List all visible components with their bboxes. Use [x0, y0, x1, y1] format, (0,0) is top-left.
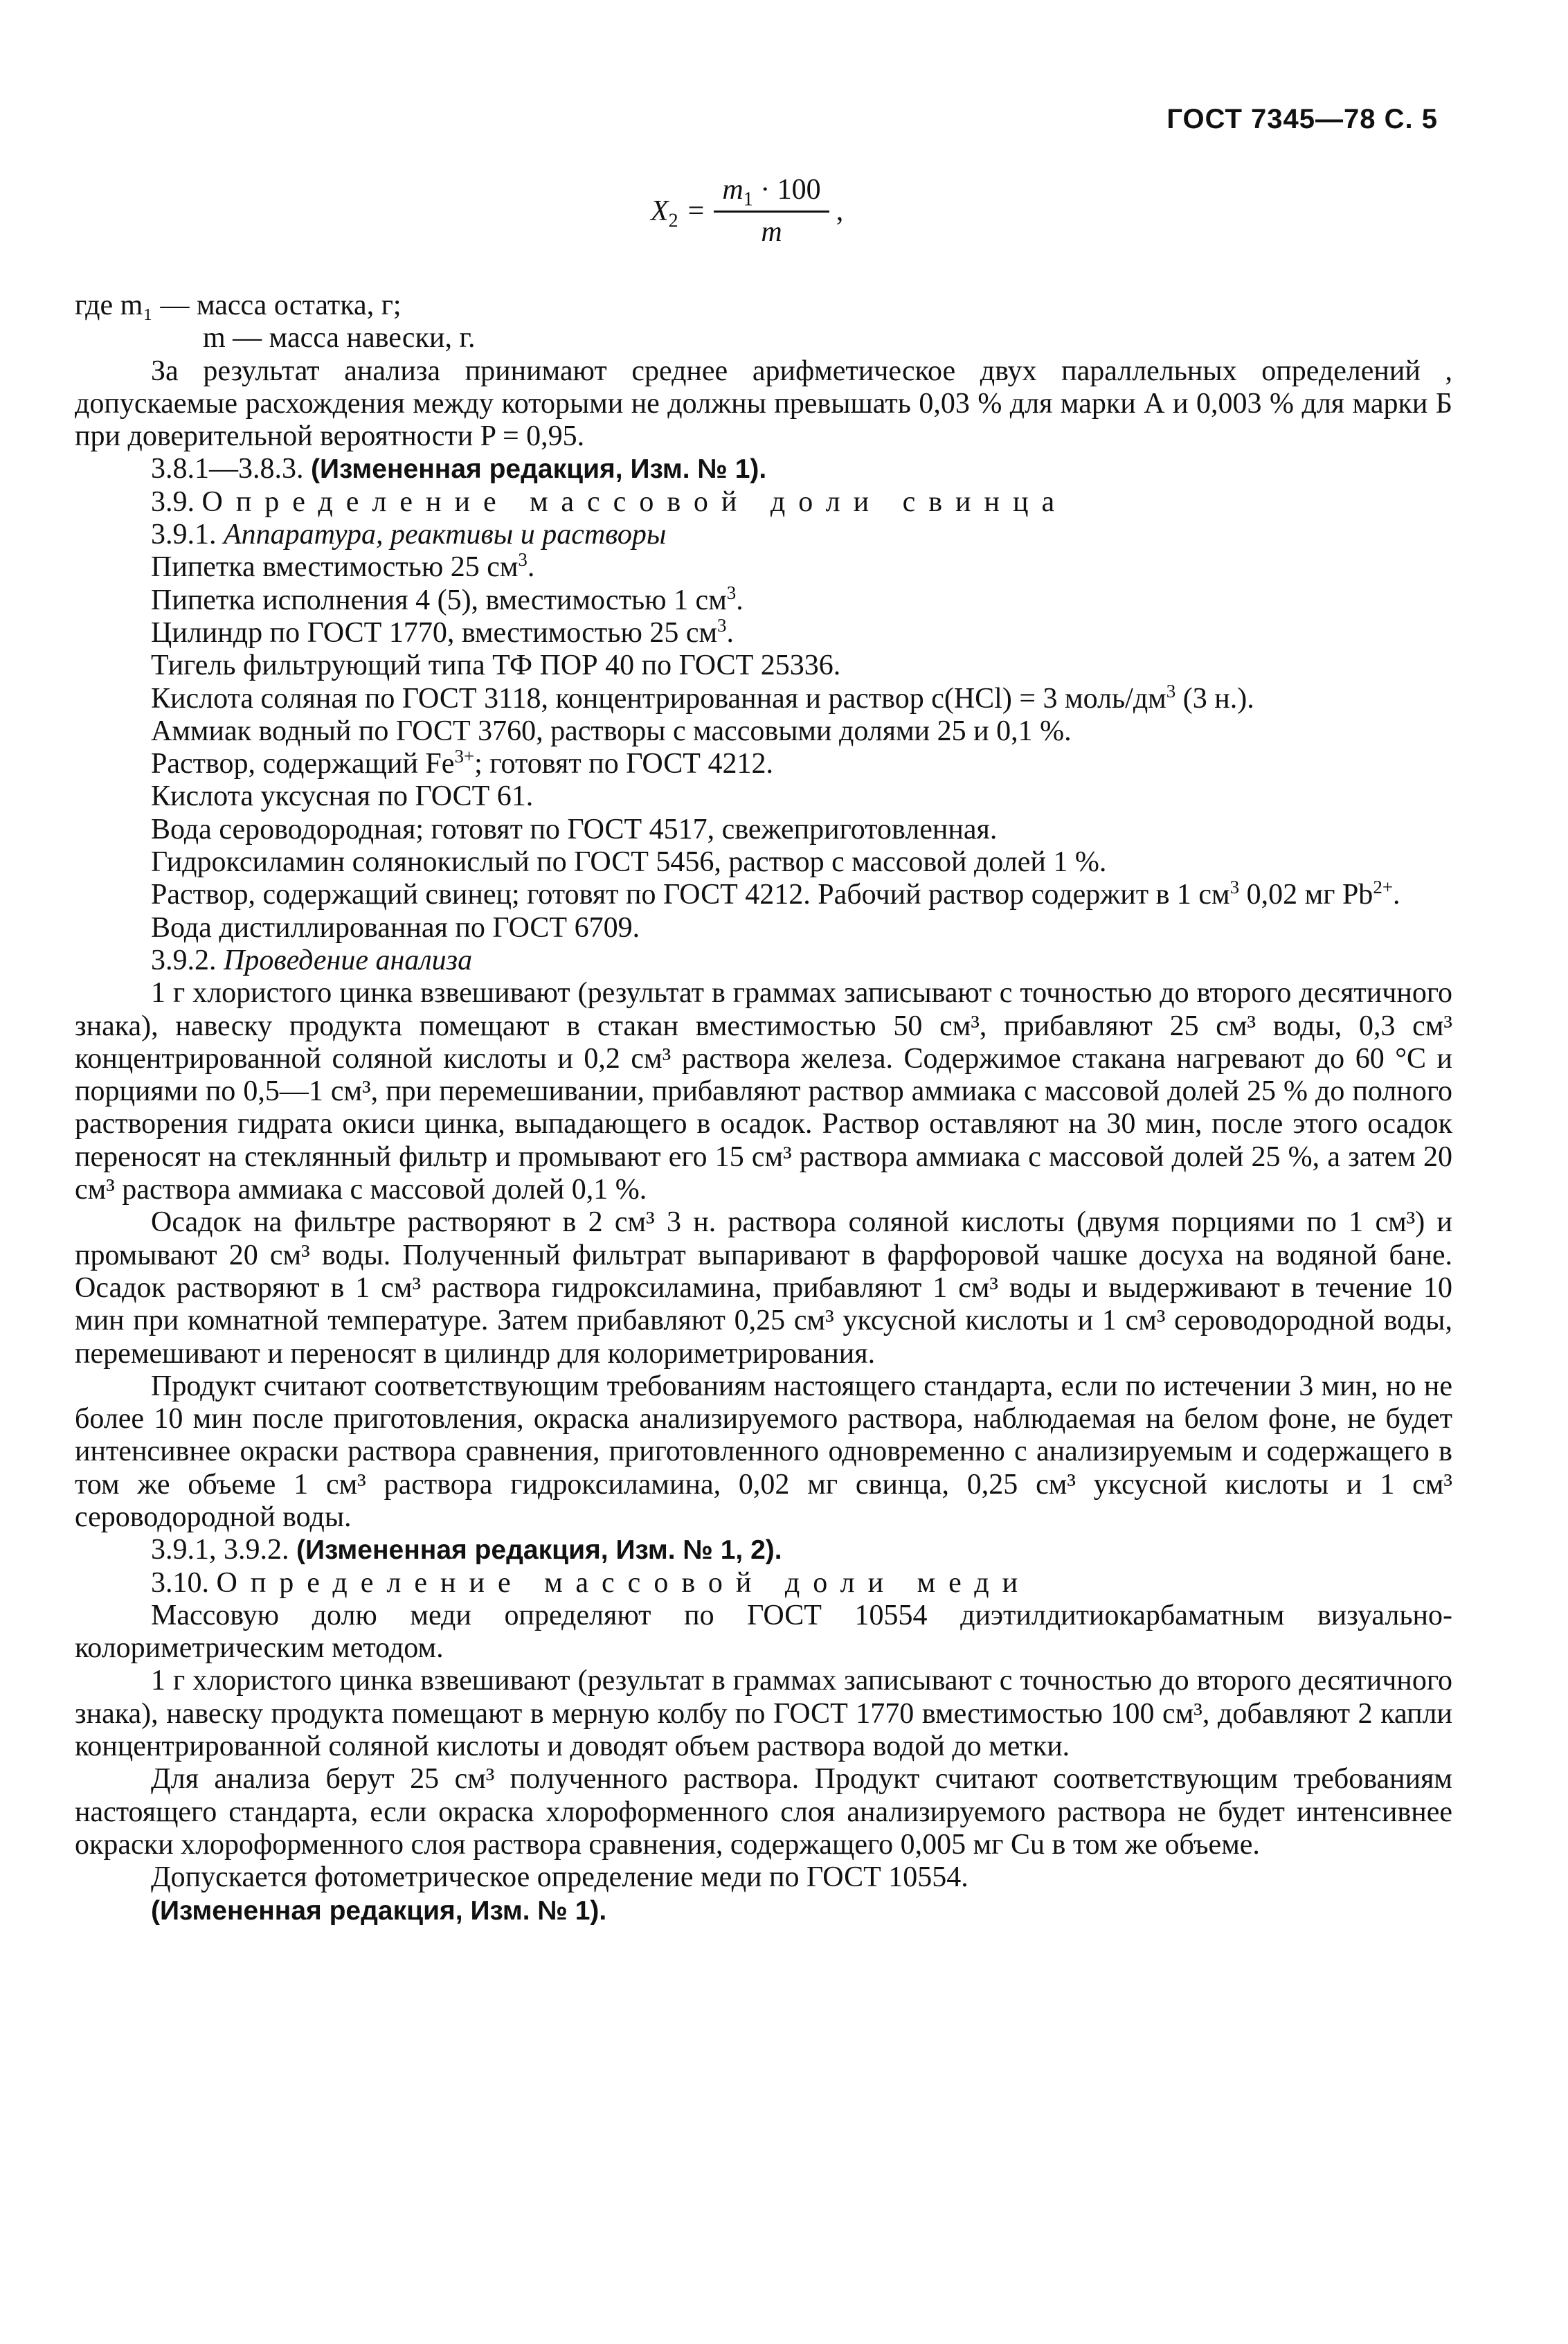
- section-3-9-heading: 3.9. Определение массовой доли свинца: [151, 485, 1068, 518]
- where-line-1: где m₁ — масса остатка, г;: [75, 289, 402, 321]
- paragraph-procedure-2: Осадок на фильтре растворяют в 2 см³ 3 н. раствора соляной кислоты (двумя порциями по 1 см³) и промывают 20 см³ воды. Полученный фильтрат выпаривают в фарфоровой чашке досуха на водяной бане. Осадок растворяют в 1 см³ раствора гидроксиламина, прибавляют 1 см³ воды и выдерживают в течение 10 мин при комнатной температуре. Затем прибавляют 0,25 см³ уксусной кислоты и 1 см³ сероводородной воды, перемешивают и переносят в цилиндр для колориметрирования.: [75, 1206, 1452, 1370]
- reagent-item: Кислота соляная по ГОСТ 3118, концентрированная и раствор c(HCl) = 3 моль/$дм^3$ (3 н.).: [151, 680, 1254, 715]
- amendment-3-10: (Измененная редакция, Изм. № 1).: [151, 1895, 607, 1926]
- reagent-item: Раствор, содержащий $Fe^{3+}$; готовят по ГОСТ 4212.: [151, 746, 773, 780]
- formula-x2: $X_2$ = $\frac{m_1 \cdot 100}{m}$ ,: [651, 174, 844, 248]
- page-header: ГОСТ 7345—78 С. 5: [1166, 104, 1438, 134]
- formula-denominator: m: [761, 216, 782, 248]
- where-line-2: m — масса навески, г.: [203, 322, 476, 355]
- amendment-3-8: 3.8.1—3.8.3. (Измененная редакция, Изм. № 1).: [151, 453, 767, 485]
- paragraph-copper-method: Массовую долю меди определяют по ГОСТ 10554 диэтилдитиокарбаматным визуально-колориметрическим методом.: [75, 1599, 1452, 1665]
- formula-fraction: [714, 173, 829, 249]
- reagent-item: Пипетка исполнения 4 (5), вместимостью 1 $см^3$.: [151, 582, 744, 616]
- reagent-item: Цилиндр по ГОСТ 1770, вместимостью 25 $см^3$.: [151, 614, 735, 649]
- section-3-9-1-heading: 3.9.1. Аппаратура, реактивы и растворы: [151, 519, 667, 551]
- paragraph-photometric: Допускается фотометрическое определение меди по ГОСТ 10554.: [151, 1861, 968, 1894]
- paragraph-copper-analysis: Для анализа берут 25 см³ полученного раствора. Продукт считают соответствующим требованиям настоящего стандарта, если окраска хлороформенного слоя анализируемого раствора не будет интенсивнее окраски хлороформенного слоя раствора сравнения, содержащего 0,005 мг Cu в том же объеме.: [75, 1763, 1452, 1861]
- section-3-9-2-heading: 3.9.2. Проведение анализа: [151, 944, 473, 976]
- paragraph-procedure-3: Продукт считают соответствующим требованиям настоящего стандарта, если по истечении 3 мин, но не более 10 мин после приготовления, окраска анализируемого раствора, наблюдаемая на белом фоне, не будет интенсивнее окраски раствора сравнения, приготовленного одновременно с анализируемым и содержащего в том же объеме 1 см³ раствора гидроксиламина, 0,02 мг свинца, 0,25 см³ уксусной кислоты и 1 см³ сероводородной воды.: [75, 1370, 1452, 1533]
- reagent-item: Пипетка вместимостью 25 $см^3$.: [151, 549, 535, 584]
- document-body: [75, 289, 1452, 1927]
- formula-lhs: $X_2$: [651, 195, 678, 231]
- reagent-item: Гидроксиламин солянокислый по ГОСТ 5456, раствор с массовой долей 1 %.: [151, 846, 1107, 879]
- amendment-3-9: 3.9.1, 3.9.2. (Измененная редакция, Изм. № 1, 2).: [151, 1534, 782, 1566]
- formula-equals: =: [687, 195, 705, 227]
- reagent-item: Тигель фильтрующий типа ТФ ПОР 40 по ГОСТ 25336.: [151, 650, 841, 682]
- reagent-item: Раствор, содержащий свинец; готовят по ГОСТ 4212. Рабочий раствор содержит в 1 $см^3$ 0,02 мг $Pb^{2+}$.: [151, 877, 1400, 911]
- formula-numerator: $m_1 \cdot 100$: [714, 173, 829, 213]
- paragraph-result: За результат анализа принимают среднее арифметическое двух параллельных определений , допускаемые расхождения между которыми не должны превышать 0,03 % для марки А и 0,003 % для марки Б при доверительной вероятности P = 0,95.: [75, 355, 1452, 453]
- paragraph-copper-sample: 1 г хлористого цинка взвешивают (результат в граммах записывают с точностью до второго десятичного знака), навеску продукта помещают в мерную колбу по ГОСТ 1770 вместимостью 100 см³, добавляют 2 капли концентрированной соляной кислоты и доводят объем раствора водой до метки.: [75, 1665, 1452, 1763]
- reagent-item: Аммиак водный по ГОСТ 3760, растворы с массовыми долями 25 и 0,1 %.: [151, 715, 1072, 747]
- section-3-10-heading: 3.10. Определение массовой доли меди: [151, 1566, 1031, 1599]
- reagent-item: Вода дистиллированная по ГОСТ 6709.: [151, 911, 640, 944]
- paragraph-procedure-1: 1 г хлористого цинка взвешивают (результат в граммах записывают с точностью до второго десятичного знака), навеску продукта помещают в стакан вместимостью 50 см³, прибавляют 25 см³ воды, 0,3 см³ концентрированной соляной кислоты и 0,2 см³ раствора железа. Содержимое стакана нагревают до 60 °С и порциями по 0,5—1 см³, при перемешивании, прибавляют раствор аммиака с массовой долей 25 % до полного растворения гидрата окиси цинка, выпадающего в осадок. Раствор оставляют на 30 мин, после этого осадок переносят на стеклянный фильтр и промывают его 15 см³ раствора аммиака с массовой долей 25 %, а затем 20 см³ раствора аммиака с массовой долей 0,1 %.: [75, 977, 1452, 1206]
- reagent-item: Кислота уксусная по ГОСТ 61.: [151, 780, 534, 813]
- reagent-item: Вода сероводородная; готовят по ГОСТ 4517, свежеприготовленная.: [151, 813, 998, 846]
